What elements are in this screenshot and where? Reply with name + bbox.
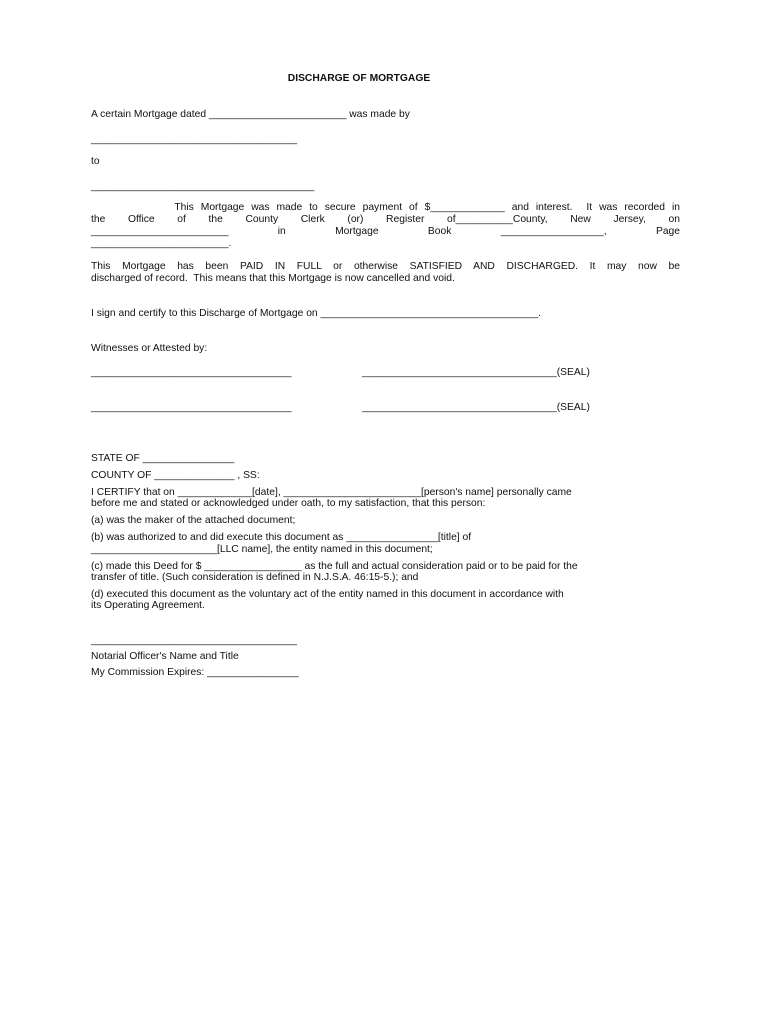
document-title: DISCHARGE OF MORTGAGE [287, 73, 431, 84]
acknowledgment-line-2: before me and stated or acknowledged under oath, to my satisfaction, that this person: [91, 498, 486, 509]
seal-signature-line-1: __________________________________(SEAL) [362, 367, 590, 378]
mortgagor-blank-line: ____________________________________ [91, 134, 298, 145]
item-a: (a) was the maker of the attached document; [91, 515, 296, 526]
seal-signature-line-2: __________________________________(SEAL) [362, 402, 590, 413]
notary-name-title-label: Notarial Officer's Name and Title [91, 651, 239, 662]
item-d-line-1: (d) executed this document as the voluntary act of the entity named in this document in accordance with [91, 589, 564, 600]
item-c-line-2: transfer of title. (Such consideration is defined in N.J.S.A. 46:15-5.); and [91, 572, 419, 583]
state-line: STATE OF ________________ [91, 453, 235, 464]
paid-in-full-line-2: discharged of record. This means that this Mortgage is now cancelled and void. [91, 273, 455, 284]
notary-signature-line: ____________________________________ [91, 635, 298, 646]
paid-in-full-line-1: This Mortgage has been PAID IN FULL or otherwise SATISFIED AND DISCHARGED. It may now be [91, 261, 680, 272]
acknowledgment-line-1: I CERTIFY that on _____________[date], ________________________[person's name] personally came [91, 487, 572, 498]
witnesses-label: Witnesses or Attested by: [91, 343, 208, 354]
mortgage-dated-line: A certain Mortgage dated ________________________ was made by [91, 109, 410, 120]
item-d-line-2: its Operating Agreement. [91, 600, 205, 611]
secure-payment-line-3: ________________________ in Mortgage Book __________________, Page [91, 226, 680, 237]
county-line: COUNTY OF ______________ , SS: [91, 470, 260, 481]
secure-payment-line-1: This Mortgage was made to secure payment of $_____________ and interest. It was recorded in [91, 202, 680, 213]
item-c-line-1: (c) made this Deed for $ _________________ as the full and actual consideration paid or to be paid for the [91, 561, 578, 572]
secure-payment-line-2: the Office of the County Clerk (or) Register of__________County, New Jersey, on [91, 214, 680, 225]
item-b-line-1: (b) was authorized to and did execute this document as ________________[title] of [91, 532, 472, 543]
to-label: to [91, 156, 100, 167]
item-b-line-2: ______________________[LLC name], the entity named in this document; [91, 544, 433, 555]
commission-expires-line: My Commission Expires: ________________ [91, 667, 299, 678]
mortgagee-blank-line: _______________________________________ [91, 181, 315, 192]
certify-discharge-line: I sign and certify to this Discharge of Mortgage on ______________________________________. [91, 308, 541, 319]
witness-signature-line-1: ___________________________________ [91, 367, 292, 378]
witness-signature-line-2: ___________________________________ [91, 402, 292, 413]
secure-payment-line-4: ________________________. [91, 238, 232, 249]
